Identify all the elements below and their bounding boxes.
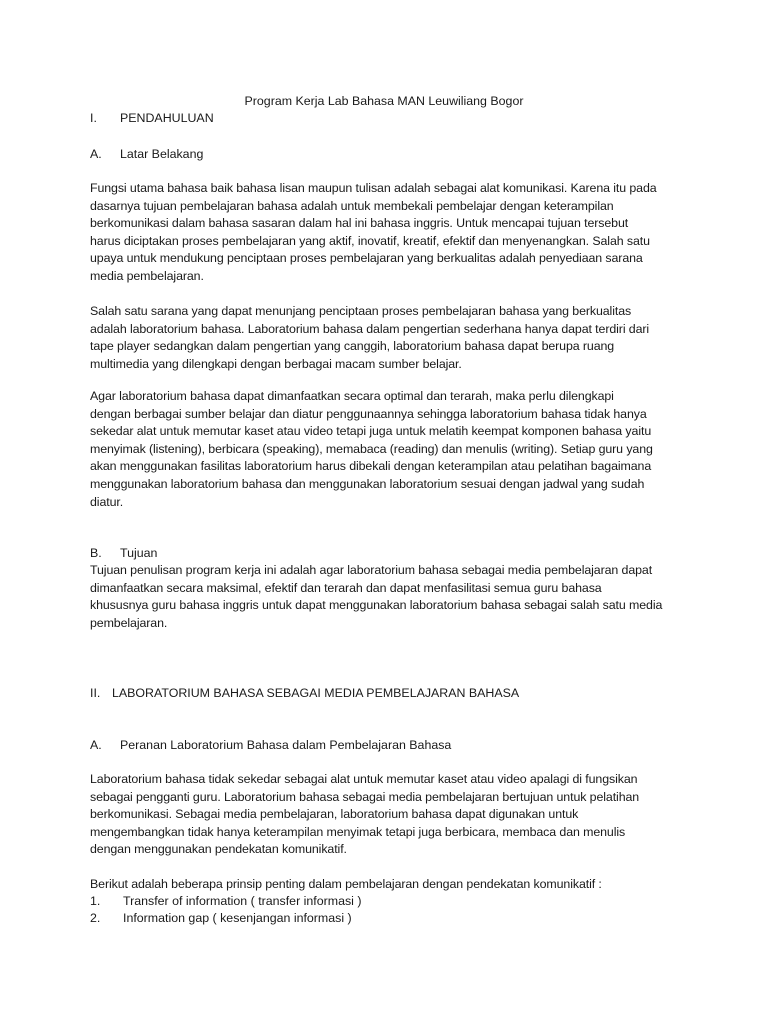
paragraph-line: menyimak (listening), berbicara (speaking), memabaca (reading) dan menulis (writing). Setiap guru yang [90,441,653,456]
paragraph-line: Agar laboratorium bahasa dapat dimanfaatkan secara optimal dan terarah, maka perlu dilengkapi [90,389,614,403]
list-item [90,910,352,928]
subsection-1b-number: B. [90,546,102,560]
subsection-2a-number: A. [90,738,102,752]
paragraph-prinsip-intro: Berikut adalah beberapa prinsip penting dalam pembelajaran dengan pendekatan komunikatif : [90,877,602,891]
paragraph-line: dengan menggunakan pendekatan komunikatif. [90,842,347,857]
paragraph-line: berkomunikasi. Sebagai media pembelajaran, laboratorium bahasa dapat digunakan untuk [90,807,579,822]
section-2-heading [90,685,519,703]
paragraph-line: Laboratorium bahasa tidak sekedar sebagai alat untuk memutar kaset atau video apalagi di fungsikan [90,772,638,786]
paragraph-line: mengembangkan tidak hanya keterampilan menyimak tetapi juga berbicara, membaca dan menulis [90,824,626,839]
paragraph-latar-belakang-3 [90,388,690,511]
section-2-label: LABORATORIUM BAHASA SEBAGAI MEDIA PEMBELAJARAN BAHASA [112,686,520,700]
list-item-text: Information gap ( kesenjangan informasi ) [123,911,352,925]
paragraph-line: Fungsi utama bahasa baik bahasa lisan maupun tulisan adalah sebagai alat komunikasi. Karena itu pada [90,181,657,195]
section-1-label: PENDAHULUAN [120,111,214,125]
paragraph-line: Salah satu sarana yang dapat menunjang penciptaan proses pembelajaran bahasa yang berkualitas [90,304,632,318]
paragraph-line: media pembelajaran. [90,268,204,283]
subsection-1a-number: A. [90,147,102,161]
paragraph-line: berkomunikasi dalam bahasa sasaran dalam hal ini bahasa inggris. Untuk mencapai tujuan tersebut [90,216,629,231]
paragraph-line: dasarnya tujuan pembelajaran bahasa adalah untuk membekali pembelajar dengan keterampilan [90,198,614,213]
subsection-2a-label: Peranan Laboratorium Bahasa dalam Pembelajaran Bahasa [120,738,452,752]
section-1-heading [90,110,214,128]
section-1-number: I. [90,111,97,125]
paragraph-line: dengan berbagai sumber belajar dan diatur penggunaannya sehingga laboratorium bahasa tidak hanya [90,406,647,421]
list-item-number: 2. [90,911,101,925]
paragraph-line: akan menggunakan fasilitas laboratorium harus dibekali dengan keterampilan atau pelatihan bagaimana [90,459,652,474]
list-item-text: Transfer of information ( transfer informasi ) [123,894,362,908]
section-2-number: II. [90,686,101,700]
subsection-2a-heading [90,737,451,755]
document-title: Program Kerja Lab Bahasa MAN Leuwiliang Bogor [244,94,524,108]
paragraph-line: Tujuan penulisan program kerja ini adalah agar laboratorium bahasa sebagai media pembelajaran dapat [90,563,653,577]
paragraph-peranan [90,771,690,859]
list-item-number: 1. [90,894,101,908]
paragraph-line: dimanfaatkan secara maksimal, efektif dan terarah dan dapat menfasilitasi semua guru bahasa [90,580,602,595]
paragraph-line: upaya untuk mendukung penciptaan proses pembelajaran yang berkualitas adalah penyediaan sarana [90,251,643,266]
subsection-1a-heading [90,146,203,164]
paragraph-line: khususnya guru bahasa inggris untuk dapat menggunakan laboratorium bahasa sebagai salah satu media [90,598,663,613]
paragraph-tujuan [90,562,690,632]
list-item [90,893,361,911]
paragraph-line: harus diciptakan proses pembelajaran yang aktif, inovatif, kreatif, efektif dan menyenangkan. Salah satu [90,233,650,248]
paragraph-line: diatur. [90,494,124,509]
paragraph-line: sebagai pengganti guru. Laboratorium bahasa sebagai media pembelajaran bertujuan untuk pelatihan [90,789,640,804]
subsection-1b-heading [90,545,157,563]
paragraph-line: tape player sedangkan dalam pengertian yang canggih, laboratorium bahasa dapat berupa ruang [90,339,615,354]
paragraph-latar-belakang-1 [90,180,690,286]
paragraph-line: menggunakan laboratorium bahasa dan menggunakan laboratorium sesuai dengan jadwal yang sudah [90,476,645,491]
paragraph-line: multimedia yang dilengkapi dengan berbagai macam sumber belajar. [90,356,462,371]
paragraph-line: sekedar alat untuk memutar kaset atau video tetapi juga untuk melatih keempat komponen bahasa yaitu [90,424,652,439]
paragraph-line: pembelajaran. [90,615,168,630]
paragraph-line: adalah laboratorium bahasa. Laboratorium bahasa dalam pengertian sederhana hanya dapat terdiri dari [90,321,650,336]
subsection-1a-label: Latar Belakang [120,147,204,161]
subsection-1b-label: Tujuan [120,546,158,560]
paragraph-latar-belakang-2 [90,303,690,373]
